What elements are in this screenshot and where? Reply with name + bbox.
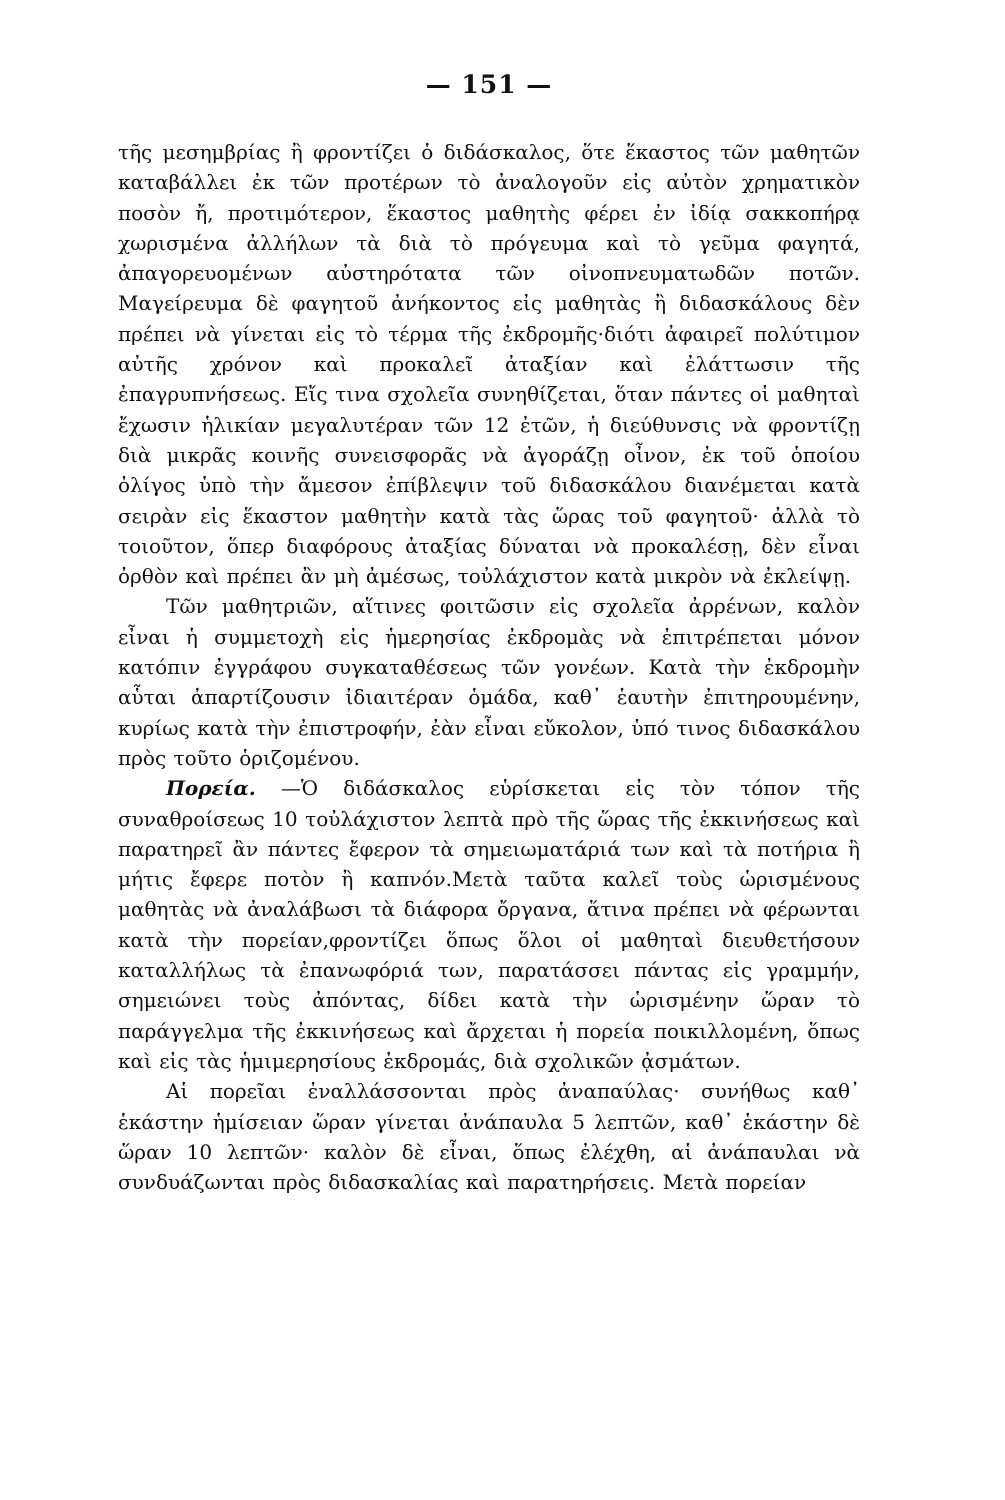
paragraph-text: Τῶν μαθητριῶν, αἵτινες φοιτῶσιν εἰς σχολεῖα ἀρρένων, καλὸν εἶναι ἡ συμμετοχὴ εἰς ἡμερησίας ἐκδρομὰς νὰ ἐπιτρέπεται μόνον κατόπιν ἐγγράφου συγκαταθέσεως τῶν γονέων. Κατὰ τὴν ἐκδρομὴν αὗται ἀπαρτίζουσιν ἰδιαιτέραν ὁμάδα, καθ᾽ ἑαυτὴν ἐπιτηρουμένην, κυρίως κατὰ τὴν ἐπιστροφήν, ἐὰν εἶναι εὔκολον, ὑπό τινος διδασκάλου πρὸς τοῦτο ὁριζομένου. (118, 594, 860, 770)
page-number: — 151 — (425, 70, 553, 99)
paragraph-female-students (118, 591, 860, 773)
paragraph-text: Αἱ πορεῖαι ἐναλλάσσονται πρὸς ἀναπαύλας· συνήθως καθ᾽ ἑκάστην ἡμίσειαν ὥραν γίνεται ἀνάπαυλα 5 λεπτῶν, καθ᾽ ἑκάστην δὲ ὥραν 10 λεπτῶν· καλὸν δὲ εἶναι, ὅπως ἐλέχθη, αἱ ἀνάπαυλαι νὰ συνδυάζωνται πρὸς διδασκαλίας καὶ παρατηρήσεις. Μετὰ πορείαν (118, 1079, 860, 1195)
section-heading: Πορεία. (166, 776, 256, 801)
paragraph-march (118, 773, 860, 1076)
paragraph-meal-arrangements (118, 137, 860, 591)
paragraph-rest-breaks (118, 1076, 860, 1197)
paragraph-text: —Ὁ διδάσκαλος εὑρίσκεται εἰς τὸν τόπον τῆς συναθροίσεως 10 τοὐλάχιστον λεπτὰ πρὸ τῆς ὥρας τῆς ἐκκινήσεως καὶ παρατηρεῖ ἂν πάντες ἔφερον τὰ σημειωματάριά των καὶ τὰ ποτήρια ἢ μήτις ἔφερε ποτὸν ἢ καπνόν.Μετὰ ταῦτα καλεῖ τοὺς ὡρισμένους μαθητὰς νὰ ἀναλάβωσι τὰ διάφορα ὄργανα, ἅτινα πρέπει νὰ φέρωνται κατὰ τὴν πορείαν,φροντίζει ὅπως ὅλοι οἱ μαθηταὶ διευθετήσουν καταλλήλως τὰ ἐπανωφόριά των, παρατάσσει πάντας εἰς γραμμήν, σημειώνει τοὺς ἀπόντας, δίδει κατὰ τὴν ὡρισμένην ὥραν τὸ παράγγελμα τῆς ἐκκινήσεως καὶ ἄρχεται ἡ πορεία ποικιλλομένη, ὅπως καὶ εἰς τὰς ἡμιμερησίους ἐκδρομάς, διὰ σχολικῶν ᾀσμάτων. (118, 776, 860, 1073)
paragraph-text: τῆς μεσημβρίας ἢ φροντίζει ὁ διδάσκαλος, ὅτε ἕκαστος τῶν μαθητῶν καταβάλλει ἐκ τῶν προτέρων τὸ ἀναλογοῦν εἰς αὐτὸν χρηματικὸν ποσὸν ἤ, προτιμότερον, ἕκαστος μαθητὴς φέρει ἐν ἰδίᾳ σακκοπήρᾳ χωρισμένα ἀλλήλων τὰ διὰ τὸ πρόγευμα καὶ τὸ γεῦμα φαγητά, ἀπαγορευομένων αὐστηρότατα τῶν οἰνοπνευματωδῶν ποτῶν. Μαγείρευμα δὲ φαγητοῦ ἀνήκοντος εἰς μαθητὰς ἢ διδασκάλους δὲν πρέπει νὰ γίνεται εἰς τὸ τέρμα τῆς ἐκδρομῆς·διότι ἀφαιρεῖ πολύτιμον αὐτῆς χρόνον καὶ προκαλεῖ ἀταξίαν καὶ ἐλάττωσιν τῆς ἐπαγρυπνήσεως. Εἴς τινα σχολεῖα συνηθίζεται, ὅταν πάντες οἱ μαθηταὶ ἔχωσιν ἡλικίαν μεγαλυτέραν τῶν 12 ἐτῶν, ἡ διεύθυνσις νὰ φροντίζῃ διὰ μικρᾶς κοινῆς συνεισφορᾶς νὰ ἀγοράζῃ οἶνον, ἐκ τοῦ ὁποίου ὀλίγος ὑπὸ τὴν ἄμεσον ἐπίβλεψιν τοῦ διδασκάλου διανέμεται κατὰ σειρὰν εἰς ἕκαστον μαθητὴν κατὰ τὰς ὥρας τοῦ φαγητοῦ· ἀλλὰ τὸ τοιοῦτον, ὅπερ διαφόρους ἀταξίας δύναται νὰ προκαλέσῃ, δὲν εἶναι ὀρθὸν καὶ πρέπει ἂν μὴ ἀμέσως, τοὐλάχιστον κατὰ μικρὸν νὰ ἐκλείψῃ. (118, 140, 860, 589)
